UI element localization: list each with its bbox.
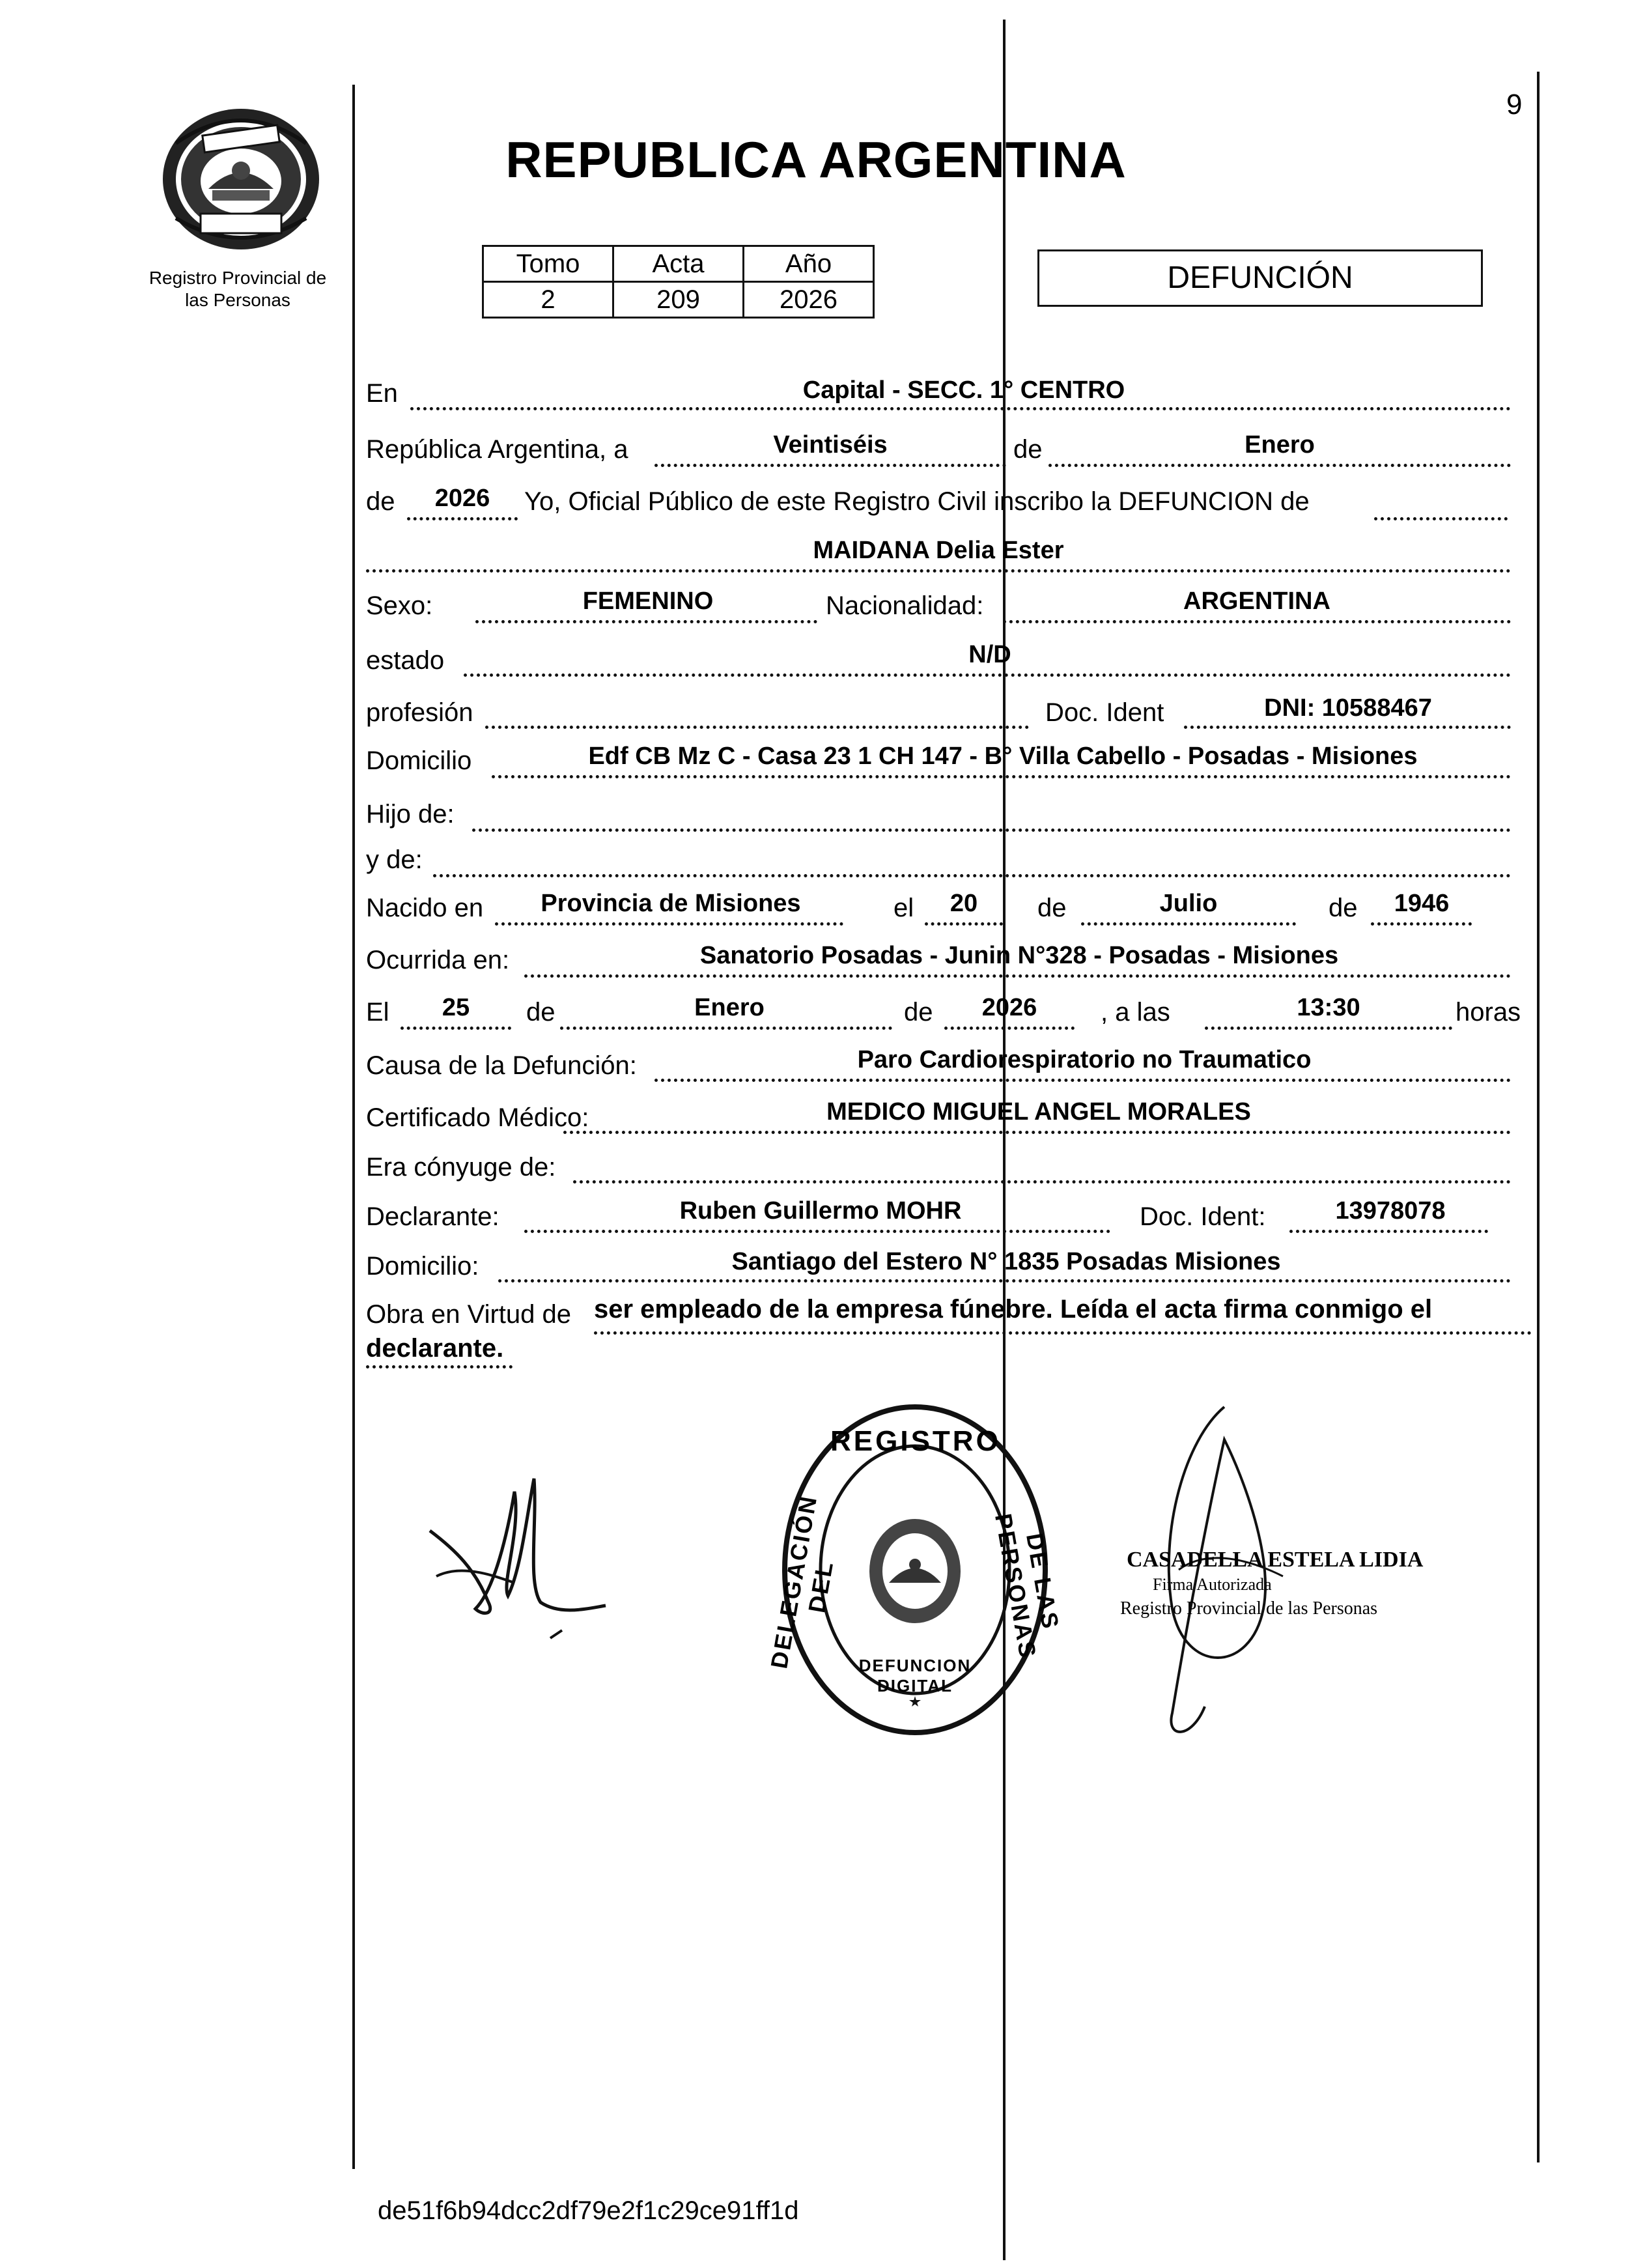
- page-number: 9: [1506, 89, 1523, 120]
- fecha-mes-dotted-line: [1048, 464, 1511, 467]
- sexo-label: Sexo:: [366, 591, 433, 620]
- acta-header-tomo: Tomo: [483, 246, 613, 282]
- nacido-anio-dotted-line: [1371, 922, 1472, 926]
- record-type-box: DEFUNCIÓN: [1037, 249, 1483, 307]
- acta-table-value-row: [483, 282, 874, 318]
- certificado-label: Certificado Médico:: [366, 1103, 589, 1132]
- defuncion-mes-value: Enero: [694, 994, 765, 1021]
- nacido-dia-dotted-line: [925, 922, 1003, 926]
- defuncion-anio-dotted-line: [944, 1027, 1075, 1030]
- deceased-name-value: MAIDANA Delia Ester: [813, 537, 1064, 564]
- domicilio-label: Domicilio: [366, 746, 472, 775]
- defuncion-a-las-label: , a las: [1101, 998, 1170, 1027]
- y-de-dotted-line: [433, 874, 1511, 877]
- stamp-top-text: REGISTRO: [830, 1425, 1001, 1457]
- estado-value: N/D: [968, 641, 1011, 668]
- right-margin-line: [1537, 72, 1540, 2162]
- declarante-dotted-line: [524, 1230, 1110, 1233]
- obra-value-line2: declarante.: [366, 1334, 504, 1363]
- registro-stamp: [765, 1400, 1065, 1739]
- stamp-bottom-text: DEFUNCION DIGITAL: [858, 1656, 972, 1695]
- center-fold-line: [1003, 20, 1006, 2260]
- page-title: REPUBLICA ARGENTINA: [505, 131, 1127, 188]
- en-dotted-line: [410, 407, 1511, 410]
- defuncion-hora-value: 13:30: [1297, 994, 1360, 1021]
- declarante-doc-label: Doc. Ident:: [1140, 1202, 1266, 1231]
- doc-ident-label: Doc. Ident: [1045, 698, 1164, 727]
- obra-dotted-line-2: [366, 1365, 513, 1368]
- doc-ident-dotted-line: [1184, 726, 1511, 729]
- acta-header-anio: Año: [744, 246, 874, 282]
- nacido-anio-value: 1946: [1394, 890, 1450, 917]
- ocurrida-value: Sanatorio Posadas - Junin N°328 - Posadas - Misiones: [699, 942, 1339, 969]
- en-value: Capital - SECC. 1° CENTRO: [802, 376, 1125, 404]
- nacido-de-label: de: [1037, 894, 1067, 922]
- fecha-dia-value: Veintiséis: [773, 431, 888, 459]
- defuncion-hora-dotted-line: [1205, 1027, 1452, 1030]
- causa-dotted-line: [654, 1079, 1511, 1082]
- nacionalidad-dotted-line: [1003, 620, 1511, 623]
- profesion-label: profesión: [366, 698, 473, 727]
- estado-label: estado: [366, 646, 445, 675]
- y-de-label: y de:: [366, 845, 423, 874]
- defuncion-el-label: El: [366, 998, 389, 1027]
- inscription-text: Yo, Oficial Público de este Registro Civil inscribo la DEFUNCION de: [524, 487, 1310, 516]
- domicilio-declarante-dotted-line: [498, 1279, 1511, 1283]
- hijo-de-label: Hijo de:: [366, 800, 455, 829]
- causa-label: Causa de la Defunción:: [366, 1051, 637, 1080]
- anio-dotted-line: [407, 517, 518, 520]
- nacido-dia-value: 20: [950, 890, 978, 917]
- stamp-right-text: DE LAS PERSONAS: [989, 1511, 1065, 1662]
- inscription-dotted-line: [1374, 517, 1508, 520]
- declarante-signature: [417, 1453, 612, 1648]
- anio-value: 2026: [434, 485, 490, 512]
- defuncion-mes-dotted-line: [560, 1027, 892, 1030]
- stamp-left-text: DELEGACIÓN DEL: [765, 1492, 839, 1671]
- declarante-doc-value: 13978078: [1335, 1197, 1446, 1225]
- domicilio-declarante-label: Domicilio:: [366, 1252, 479, 1281]
- fecha-dia-dotted-line: [654, 464, 1006, 467]
- declarante-value: Ruben Guillermo MOHR: [679, 1197, 962, 1225]
- nacido-lugar-dotted-line: [495, 922, 843, 926]
- estado-dotted-line: [464, 673, 1511, 677]
- profesion-dotted-line: [485, 726, 1029, 729]
- obra-dotted-line: [594, 1331, 1532, 1335]
- deceased-name-dotted-line: [366, 569, 1511, 573]
- defuncion-horas-label: horas: [1456, 998, 1521, 1027]
- caption-line-2: las Personas: [185, 290, 290, 310]
- obra-value: ser empleado de la empresa fúnebre. Leída el acta firma conmigo el: [594, 1295, 1433, 1324]
- doc-ident-value: DNI: 10588467: [1264, 694, 1432, 722]
- en-label: En: [366, 379, 398, 408]
- anio-de-label: de: [366, 487, 395, 516]
- nacionalidad-value: ARGENTINA: [1183, 588, 1330, 615]
- nacido-mes-value: Julio: [1159, 890, 1218, 917]
- hijo-de-dotted-line: [472, 829, 1511, 832]
- acta-table: [482, 245, 875, 319]
- nacido-label: Nacido en: [366, 894, 484, 922]
- domicilio-value: Edf CB Mz C - Casa 23 1 CH 147 - B° Villa Cabello - Posadas - Misiones: [588, 743, 1418, 770]
- left-margin-line: [352, 85, 355, 2169]
- causa-value: Paro Cardiorespiratorio no Traumatico: [857, 1046, 1312, 1073]
- declarante-doc-dotted-line: [1289, 1230, 1488, 1233]
- defuncion-de-label-2: de: [904, 998, 933, 1027]
- acta-value-acta: 209: [613, 282, 744, 318]
- domicilio-dotted-line: [492, 775, 1511, 778]
- acta-header-acta: Acta: [613, 246, 744, 282]
- defuncion-dia-value: 25: [442, 994, 470, 1021]
- nacido-de-label-2: de: [1329, 894, 1358, 922]
- obra-label: Obra en Virtud de: [366, 1300, 572, 1329]
- conyuge-label: Era cónyuge de:: [366, 1153, 556, 1182]
- certificado-dotted-line: [563, 1131, 1511, 1134]
- defuncion-anio-value: 2026: [981, 994, 1037, 1021]
- registro-provincial-caption: [130, 267, 345, 311]
- nacido-el-label: el: [893, 894, 914, 922]
- defuncion-dia-dotted-line: [401, 1027, 511, 1030]
- nacido-mes-dotted-line: [1081, 922, 1296, 926]
- document-hash: de51f6b94dcc2df79e2f1c29ce91ff1d: [378, 2196, 799, 2225]
- official-name: CASADELLA ESTELA LIDIA: [1127, 1548, 1424, 1572]
- caption-line-1: Registro Provincial de: [148, 268, 327, 288]
- fecha-mes-value: Enero: [1245, 431, 1315, 459]
- official-role: Firma Autorizada: [1153, 1575, 1272, 1594]
- sexo-value: FEMENINO: [582, 588, 714, 615]
- fecha-label: República Argentina, a: [366, 435, 628, 464]
- sexo-dotted-line: [475, 620, 817, 623]
- fecha-de-label: de: [1013, 435, 1043, 464]
- domicilio-declarante-value: Santiago del Estero N° 1835 Posadas Misiones: [731, 1248, 1281, 1275]
- conyuge-dotted-line: [573, 1180, 1511, 1184]
- defuncion-de-label: de: [526, 998, 556, 1027]
- acta-value-anio: 2026: [744, 282, 874, 318]
- nacionalidad-label: Nacionalidad:: [826, 591, 984, 620]
- acta-table-header-row: [483, 246, 874, 282]
- handwritten-signature-icon: [417, 1453, 612, 1648]
- acta-value-tomo: 2: [483, 282, 613, 318]
- certificado-value: MEDICO MIGUEL ANGEL MORALES: [826, 1098, 1251, 1126]
- nacido-lugar-value: Provincia de Misiones: [541, 890, 801, 917]
- declarante-label: Declarante:: [366, 1202, 499, 1231]
- official-org: Registro Provincial de las Personas: [1120, 1598, 1378, 1619]
- ocurrida-label: Ocurrida en:: [366, 946, 510, 974]
- ocurrida-dotted-line: [524, 974, 1511, 978]
